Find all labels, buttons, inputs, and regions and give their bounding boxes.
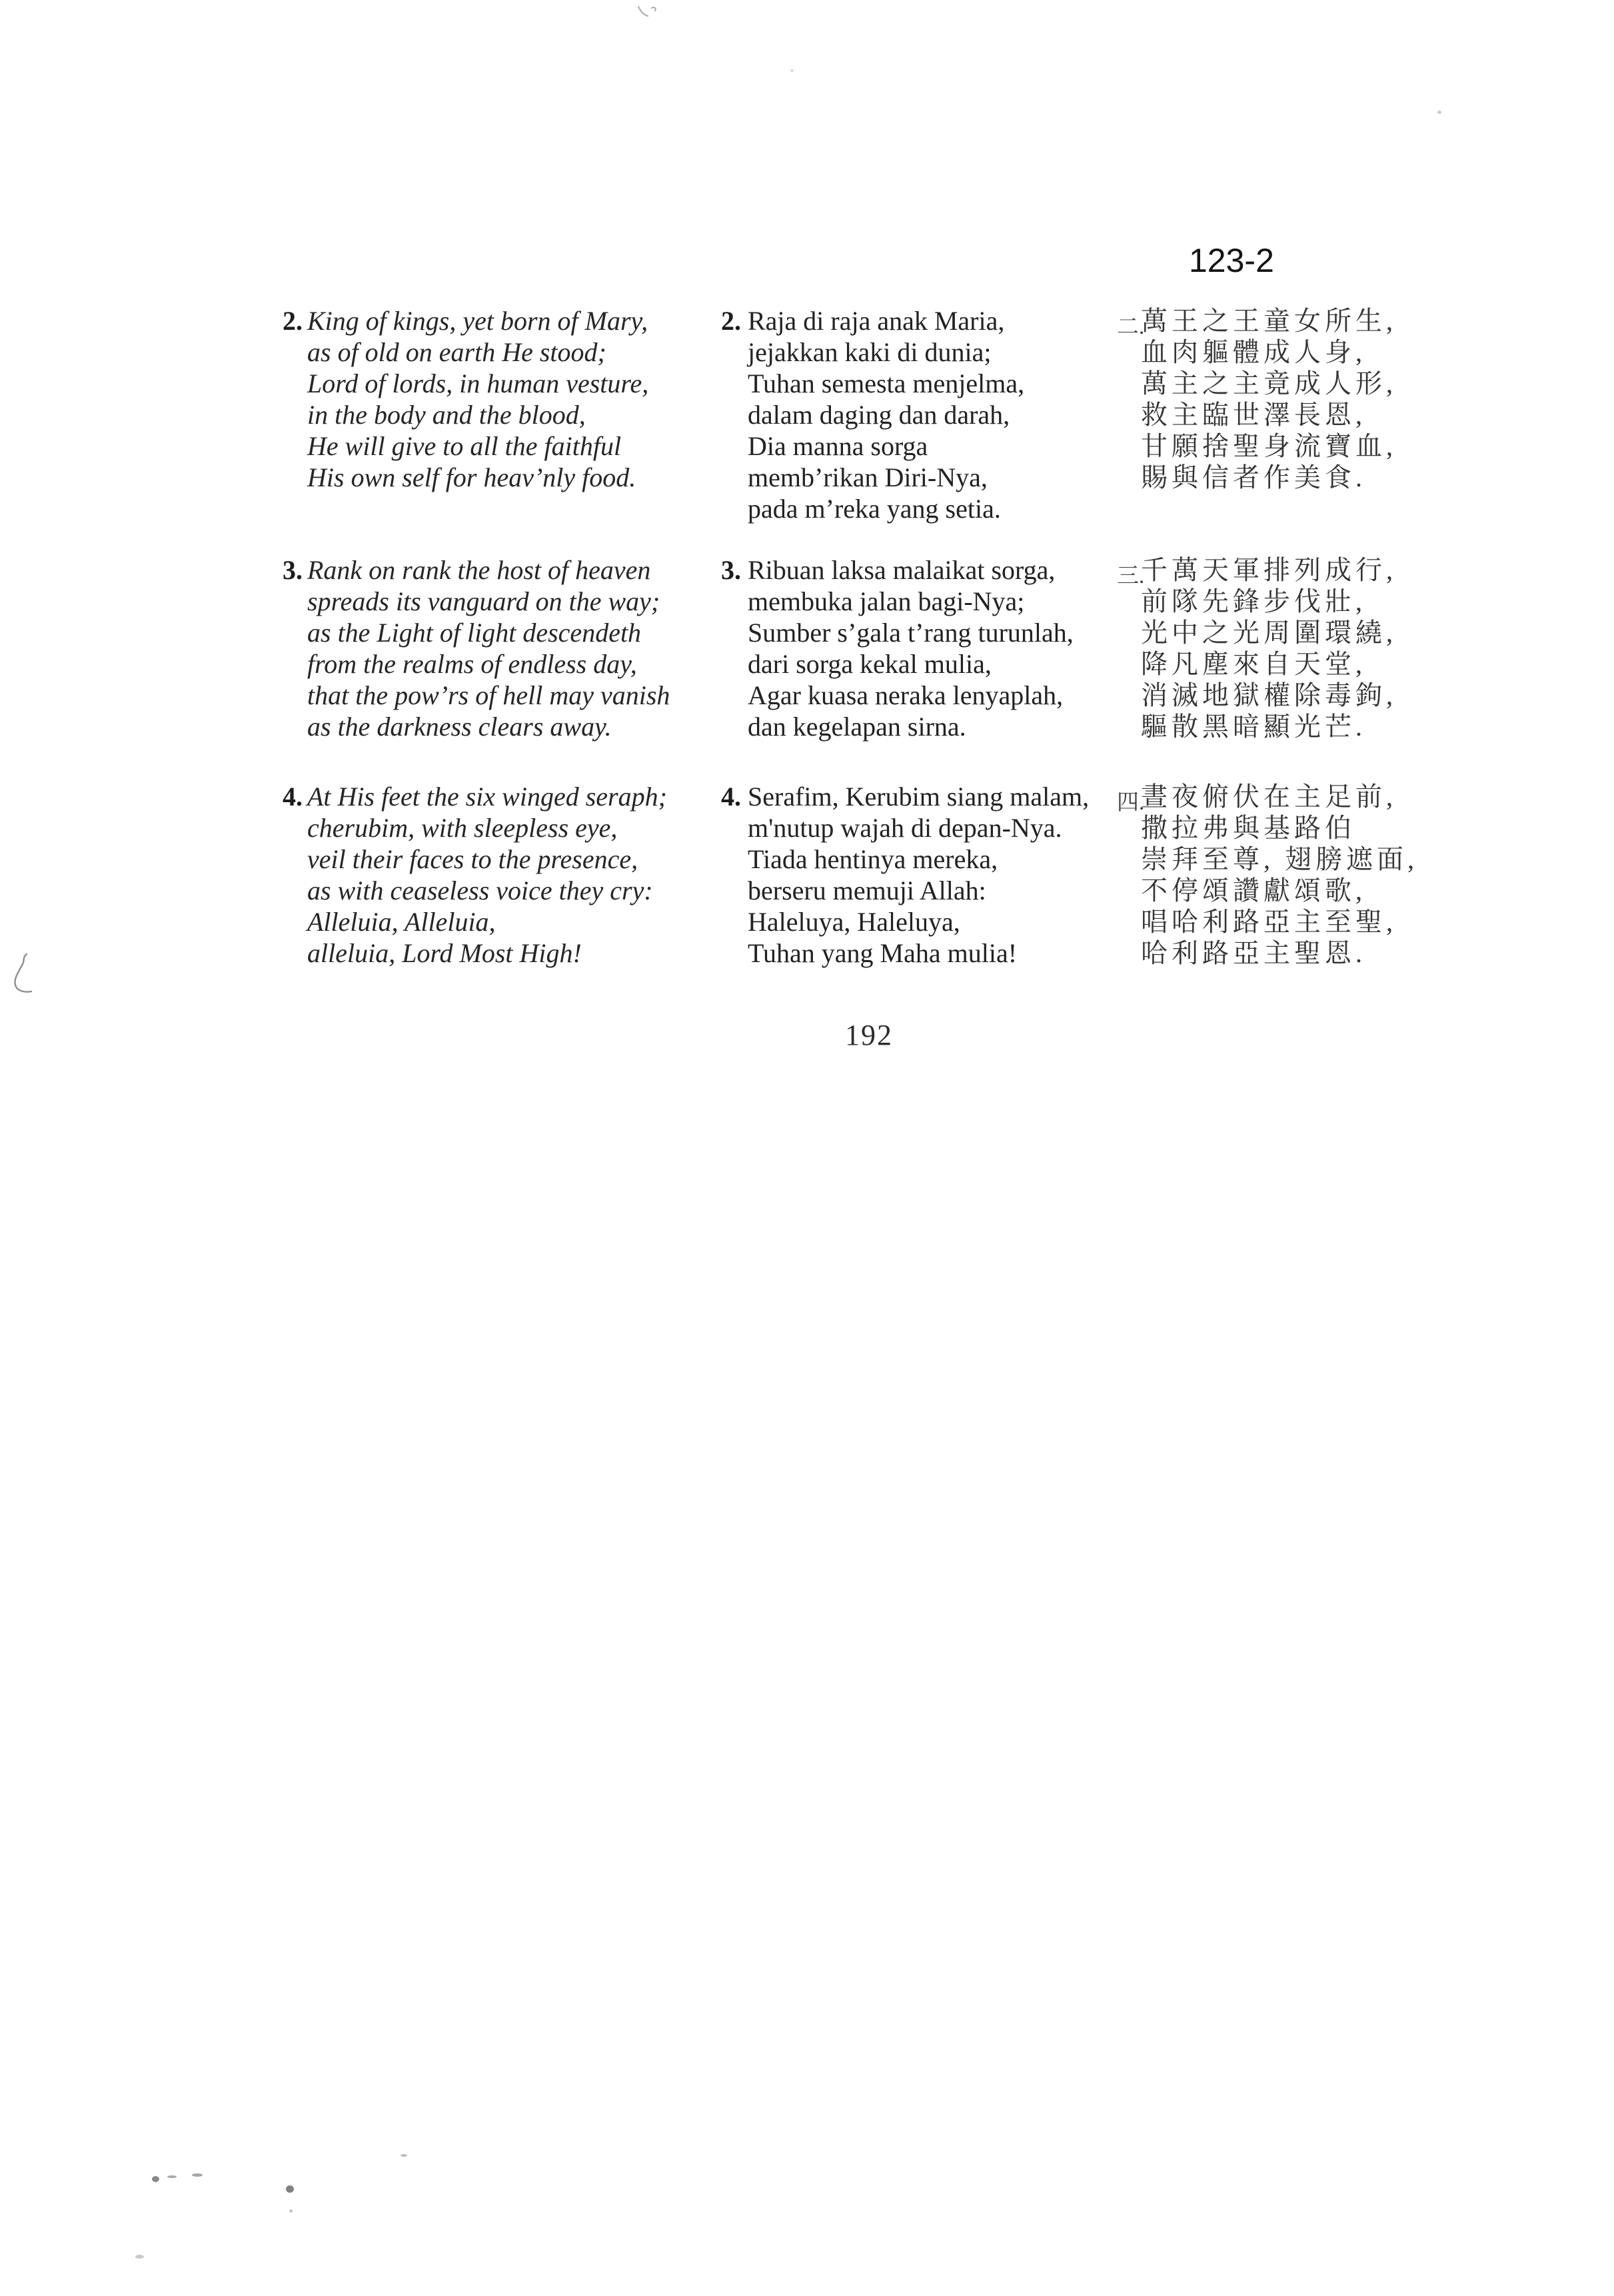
- lyric-line: dari sorga kekal mulia,: [748, 649, 992, 679]
- verse-number: 4.: [721, 782, 741, 812]
- lyric-line: pada m’reka yang setia.: [748, 494, 1001, 524]
- lyric-line: 降凡塵來自天堂,: [1141, 649, 1366, 679]
- lyric-line: from the realms of endless day,: [307, 649, 637, 679]
- verse-number: 二.: [1117, 315, 1145, 339]
- lyric-line: 血肉軀體成人身,: [1141, 337, 1366, 367]
- verse-number: 四.: [1117, 791, 1145, 815]
- lyric-line: as the darkness clears away.: [307, 712, 612, 742]
- verse-number: 三.: [1117, 564, 1145, 588]
- lyric-line: 甘願捨聖身流寶血,: [1141, 431, 1397, 461]
- lyric-line: Serafim, Kerubim siang malam,: [748, 782, 1090, 812]
- verse-number: 3.: [283, 555, 303, 585]
- lyric-line: that the pow’rs of hell may vanish: [307, 680, 670, 710]
- lyric-line: jejakkan kaki di dunia;: [748, 337, 992, 367]
- verse-number: 2.: [283, 306, 303, 336]
- lyric-line: as of old on earth He stood;: [307, 337, 606, 367]
- verse-chinese-2: [1117, 305, 1397, 493]
- handwritten-mark: [4, 951, 36, 997]
- verse-chinese-3: [1117, 554, 1397, 742]
- scan-speck: [192, 2173, 203, 2177]
- scan-speck: [289, 2209, 293, 2213]
- verse-number: 3.: [721, 555, 741, 585]
- lyric-line: Haleluya, Haleluya,: [748, 907, 960, 937]
- lyric-line: King of kings, yet born of Mary,: [307, 306, 648, 336]
- verse-chinese-4: [1117, 781, 1418, 969]
- lyric-line: berseru memuji Allah:: [748, 875, 986, 905]
- lyric-line: He will give to all the faithful: [307, 431, 622, 461]
- verse-indonesian-2: [721, 305, 1025, 524]
- lyric-line: Tuhan yang Maha mulia!: [748, 938, 1018, 968]
- verse-english-3: [283, 554, 670, 742]
- lyric-line: membuka jalan bagi-Nya;: [748, 586, 1025, 616]
- lyric-line: memb’rikan Diri-Nya,: [748, 462, 988, 492]
- lyric-line: Alleluia, Alleluia,: [307, 907, 496, 937]
- scan-speck: [167, 2175, 177, 2178]
- lyric-line: Tiada hentinya mereka,: [748, 844, 998, 874]
- lyric-line: 驅散黑暗顯光芒.: [1141, 712, 1366, 742]
- scan-speck: [286, 2185, 294, 2193]
- page-number: 192: [845, 1019, 893, 1051]
- scan-speck: [401, 2154, 407, 2157]
- verse-number: 4.: [283, 782, 303, 812]
- lyric-line: as the Light of light descendeth: [307, 618, 642, 648]
- lyric-line: m'nutup wajah di depan-Nya.: [748, 813, 1062, 843]
- scan-speck: [152, 2176, 159, 2182]
- scan-speck: [790, 69, 794, 72]
- lyric-line: alleluia, Lord Most High!: [307, 938, 582, 968]
- lyric-line: His own self for heav’nly food.: [307, 462, 636, 492]
- lyric-line: spreads its vanguard on the way;: [307, 586, 660, 616]
- lyric-line: Sumber s’gala t’rang turunlah,: [748, 618, 1074, 648]
- lyric-line: in the body and the blood,: [307, 400, 586, 430]
- lyric-line: 不停頌讚獻頌歌,: [1141, 875, 1366, 905]
- verse-indonesian-4: [721, 781, 1090, 969]
- lyric-line: 救主臨世澤長恩,: [1141, 400, 1366, 430]
- lyric-line: 崇拜至尊, 翅膀遮面,: [1141, 844, 1418, 874]
- lyric-line: 光中之光周圍環繞,: [1141, 618, 1397, 648]
- scan-speck: [135, 2255, 144, 2259]
- lyric-line: 唱哈利路亞主至聖,: [1141, 907, 1397, 937]
- lyric-line: Tuhan semesta menjelma,: [748, 368, 1025, 398]
- lyric-line: 哈利路亞主聖恩.: [1141, 938, 1366, 968]
- lyric-line: 撒拉弗與基路伯: [1141, 813, 1355, 843]
- lyric-line: Dia manna sorga: [748, 431, 928, 461]
- verse-number: 2.: [721, 306, 741, 336]
- verse-indonesian-3: [721, 554, 1074, 742]
- lyric-line: 消滅地獄權除毒鉤,: [1141, 680, 1397, 710]
- lyric-line: 萬主之主竟成人形,: [1141, 368, 1397, 398]
- lyric-line: Raja di raja anak Maria,: [748, 306, 1005, 336]
- verse-english-2: [283, 305, 649, 493]
- lyric-line: dalam daging dan darah,: [748, 400, 1010, 430]
- lyric-line: 晝夜俯伏在主足前,: [1141, 782, 1397, 812]
- lyric-line: Agar kuasa neraka lenyaplah,: [748, 680, 1064, 710]
- lyric-line: Lord of lords, in human vesture,: [307, 368, 649, 398]
- hymn-number: 123-2: [1189, 242, 1274, 279]
- lyric-line: as with ceaseless voice they cry:: [307, 875, 653, 905]
- lyric-line: At His feet the six winged seraph;: [307, 782, 667, 812]
- scan-speck: [1437, 111, 1441, 114]
- lyric-line: cherubim, with sleepless eye,: [307, 813, 618, 843]
- lyric-line: dan kegelapan sirna.: [748, 712, 966, 742]
- lyric-line: Ribuan laksa malaikat sorga,: [748, 555, 1056, 585]
- scan-smudge-top: [634, 1, 661, 21]
- lyric-line: 萬王之王童女所生,: [1141, 306, 1397, 336]
- lyric-line: veil their faces to the presence,: [307, 844, 638, 874]
- lyric-line: 千萬天軍排列成行,: [1141, 555, 1397, 585]
- lyric-line: 賜與信者作美食.: [1141, 462, 1366, 492]
- lyric-line: Rank on rank the host of heaven: [307, 555, 651, 585]
- verse-english-4: [283, 781, 667, 969]
- lyric-line: 前隊先鋒步伐壯,: [1141, 586, 1366, 616]
